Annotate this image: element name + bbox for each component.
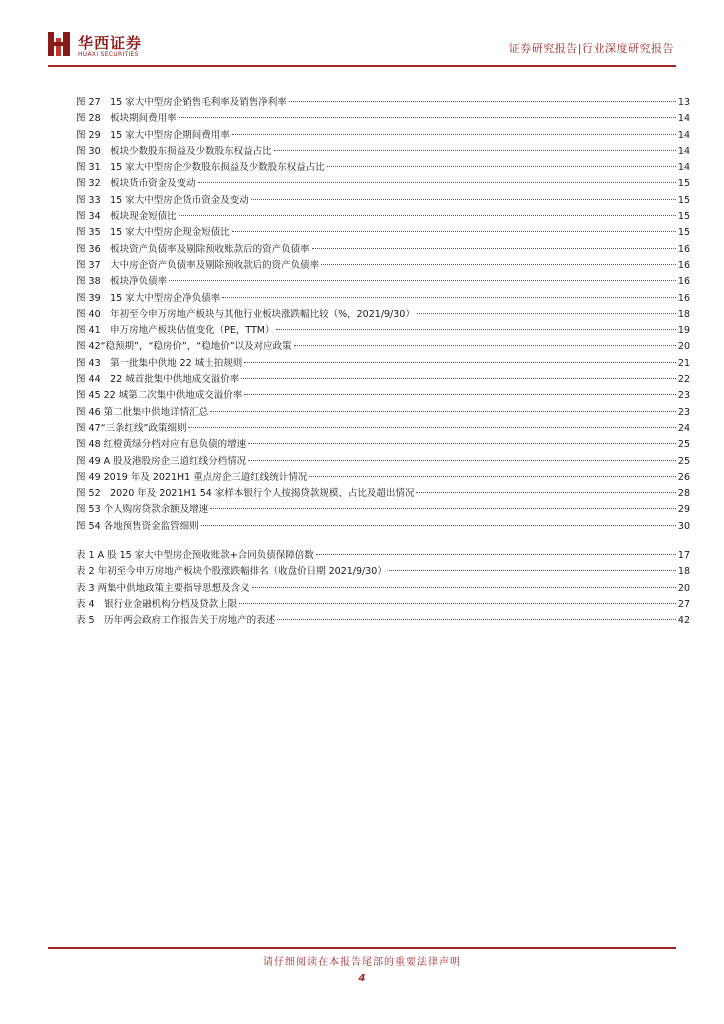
dot-leader	[327, 166, 676, 167]
toc-entry-page: 27	[677, 598, 690, 610]
toc-entry-label: 图 34 板块现金短债比	[76, 211, 177, 223]
toc-entry[interactable]	[76, 437, 690, 453]
toc-entry-page: 20	[677, 582, 690, 594]
figure-list	[76, 95, 690, 535]
toc-entry[interactable]	[76, 372, 690, 388]
toc-entry-page: 18	[677, 566, 690, 578]
toc-entry[interactable]	[76, 486, 690, 502]
dot-leader	[198, 182, 676, 183]
toc-entry-page: 14	[677, 145, 690, 157]
dot-leader	[248, 443, 676, 444]
toc-entry-label: 图 47“三条红线”政策细则	[76, 422, 187, 434]
toc-entry-page: 14	[677, 162, 690, 174]
dot-leader	[276, 329, 675, 330]
toc-entry-label: 表 2 年初至今申万房地产板块个股涨跌幅排名（收盘价日期 2021/9/30）	[76, 566, 387, 578]
dot-leader	[169, 280, 676, 281]
toc-entry-label: 图 30 板块少数股东损益及少数股东权益占比	[76, 145, 272, 157]
toc-entry-page: 16	[677, 243, 690, 255]
toc-entry-label: 图 46 第二批集中供地详情汇总	[76, 406, 209, 418]
dot-leader	[201, 525, 676, 526]
toc-entry-page: 42	[677, 615, 690, 627]
toc-entry-label: 图 33 15 家大中型房企货币资金及变动	[76, 194, 249, 206]
toc-entry-page: 15	[677, 211, 690, 223]
toc-entry-label: 图 43 第一批集中供地 22 城土拍规则	[76, 357, 243, 369]
toc-entry-label: 图 32 板块货币资金及变动	[76, 178, 196, 190]
dot-leader	[389, 570, 676, 571]
toc-entry[interactable]	[76, 323, 690, 339]
footer-divider	[48, 947, 676, 949]
dot-leader	[252, 587, 676, 588]
toc-entry[interactable]	[76, 128, 690, 144]
header-divider	[48, 65, 676, 67]
toc-entry[interactable]	[76, 597, 690, 613]
dot-leader	[251, 199, 676, 200]
toc-entry[interactable]	[76, 176, 690, 192]
toc-entry[interactable]	[76, 144, 690, 160]
toc-entry[interactable]	[76, 291, 690, 307]
toc-entry-page: 23	[677, 390, 690, 402]
toc-entry[interactable]	[76, 388, 690, 404]
toc-entry[interactable]	[76, 209, 690, 225]
dot-leader	[232, 134, 676, 135]
toc-entry-label: 图 28 板块期间费用率	[76, 113, 177, 125]
toc-entry-label: 图 49 A 股及港股房企三道红线分档情况	[76, 455, 247, 467]
toc-entry-label: 表 5 历年两会政府工作报告关于房地产的表述	[76, 615, 276, 627]
dot-leader	[312, 248, 676, 249]
dot-leader	[179, 215, 676, 216]
brand-name: 华西证券	[78, 34, 143, 52]
dot-leader	[179, 117, 676, 118]
toc-entry-page: 22	[677, 374, 690, 386]
toc-entry-label: 图 52 2020 年及 2021H1 54 家样本银行个人按揭贷款规模、占比及超出情况	[76, 488, 415, 500]
toc-entry[interactable]	[76, 160, 690, 176]
toc-entry-label: 图 41 申万房地产板块估值变化（PE，TTM）	[76, 325, 275, 337]
toc-entry-label: 图 31 15 家大中型房企少数股东损益及少数股东权益占比	[76, 162, 325, 174]
toc-entry-label: 表 1 A 股 15 家大中型房企预收账款+合同负债保障倍数	[76, 550, 314, 561]
toc-entry-label: 表 3 两集中供地政策主要指导思想及含义	[76, 582, 250, 594]
dot-leader	[294, 345, 676, 346]
dot-leader	[244, 362, 676, 363]
dot-leader	[241, 378, 676, 379]
toc-entry-label: 图 38 板块净负债率	[76, 276, 168, 288]
toc-entry-page: 15	[677, 194, 690, 206]
toc-entry[interactable]	[76, 470, 690, 486]
dot-leader	[244, 394, 676, 395]
dot-leader	[416, 492, 676, 493]
toc-entry-page: 30	[677, 520, 690, 532]
toc-entry[interactable]	[76, 564, 690, 580]
toc-entry[interactable]	[76, 225, 690, 241]
toc-entry[interactable]	[76, 613, 690, 629]
toc-entry-label: 图 35 15 家大中型房企现金短债比	[76, 227, 230, 239]
toc-entry[interactable]	[76, 421, 690, 437]
toc-entry[interactable]	[76, 274, 690, 290]
toc-entry-label: 表 4 银行业金融机构分档及贷款上限	[76, 598, 238, 610]
table-list	[76, 548, 690, 629]
toc-entry[interactable]	[76, 111, 690, 127]
toc-entry[interactable]	[76, 339, 690, 355]
brand-name-english: HUAXI SECURITIES	[78, 51, 139, 58]
dot-leader	[274, 150, 676, 151]
dot-leader	[316, 554, 676, 555]
toc-entry-page: 18	[677, 308, 690, 320]
toc-entry-label: 图 37 大中房企资产负债率及剔除预收款后的资产负债率	[76, 259, 320, 271]
report-type: 证券研究报告|行业深度研究报告	[508, 42, 674, 55]
toc-entry-label: 图 40 年初至今申万房地产板块与其他行业板块涨跌幅比较（%，2021/9/30）	[76, 308, 415, 320]
dot-leader	[210, 411, 676, 412]
toc-entry-page: 24	[677, 422, 690, 434]
toc-entry-label: 图 29 15 家大中型房企期间费用率	[76, 129, 230, 141]
toc-entry[interactable]	[76, 502, 690, 518]
toc-entry-label: 图 39 15 家大中型房企净负债率	[76, 292, 221, 304]
toc-entry[interactable]	[76, 548, 690, 564]
toc-entry-label: 图 36 板块资产负债率及剔除预收账款后的资产负债率	[76, 243, 310, 255]
toc-entry-page: 13	[677, 97, 690, 108]
dot-leader	[417, 313, 676, 314]
toc-entry-label: 图 45 22 城第二次集中供地成交溢价率	[76, 390, 243, 402]
toc-entry-page: 23	[677, 406, 690, 418]
toc-entry-page: 16	[677, 276, 690, 288]
toc-entry-label: 图 42“稳预期”，“稳房价”，“稳地价”以及对应政策	[76, 341, 292, 353]
toc-entry[interactable]	[76, 258, 690, 274]
toc-entry[interactable]	[76, 356, 690, 372]
toc-entry[interactable]	[76, 95, 690, 111]
dot-leader	[309, 476, 676, 477]
toc-entry-page: 25	[677, 455, 690, 467]
toc-entry[interactable]	[76, 519, 690, 535]
toc-entry-page: 16	[677, 292, 690, 304]
dot-leader	[232, 231, 676, 232]
toc-entry-label: 图 44 22 城首批集中供地成交溢价率	[76, 374, 240, 386]
huaxi-logo-icon	[48, 32, 70, 56]
toc-entry[interactable]	[76, 242, 690, 258]
page-header	[0, 0, 724, 70]
toc-entry[interactable]	[76, 581, 690, 597]
dot-leader	[277, 619, 676, 620]
toc-entry-label: 图 27 15 家大中型房企销售毛利率及销售净利率	[76, 97, 287, 108]
toc-entry-page: 17	[677, 550, 690, 561]
toc-entry-page: 28	[677, 488, 690, 500]
toc-entry[interactable]	[76, 307, 690, 323]
toc-entry-page: 15	[677, 227, 690, 239]
toc-entry[interactable]	[76, 454, 690, 470]
dot-leader	[321, 264, 676, 265]
toc-entry[interactable]	[76, 405, 690, 421]
toc-entry-page: 14	[677, 113, 690, 125]
toc-entry-label: 图 48 红橙黄绿分档对应有息负债的增速	[76, 439, 247, 451]
toc-entry-label: 图 49 2019 年及 2021H1 重点房企三道红线统计情况	[76, 471, 308, 483]
toc-entry-page: 19	[677, 325, 690, 337]
toc-entry-label: 图 53 个人购房贷款余额及增速	[76, 504, 209, 516]
toc-entry-page: 16	[677, 259, 690, 271]
toc-entry-page: 14	[677, 129, 690, 141]
toc-entry-page: 15	[677, 178, 690, 190]
dot-leader	[239, 603, 676, 604]
dot-leader	[289, 101, 676, 102]
toc-entry-page: 29	[677, 504, 690, 516]
toc-entry-page: 20	[677, 341, 690, 353]
toc-entry-page: 25	[677, 439, 690, 451]
page-number: 4	[358, 973, 366, 984]
toc-entry-page: 21	[677, 357, 690, 369]
toc-entry-page: 26	[677, 471, 690, 483]
dot-leader	[222, 297, 676, 298]
toc-entry[interactable]	[76, 193, 690, 209]
dot-leader	[188, 427, 675, 428]
toc-entry-label: 图 54 各地预售资金监管细则	[76, 520, 199, 532]
dot-leader	[210, 508, 676, 509]
legal-disclaimer: 请仔细阅读在本报告尾部的重要法律声明	[263, 957, 461, 968]
dot-leader	[248, 460, 676, 461]
